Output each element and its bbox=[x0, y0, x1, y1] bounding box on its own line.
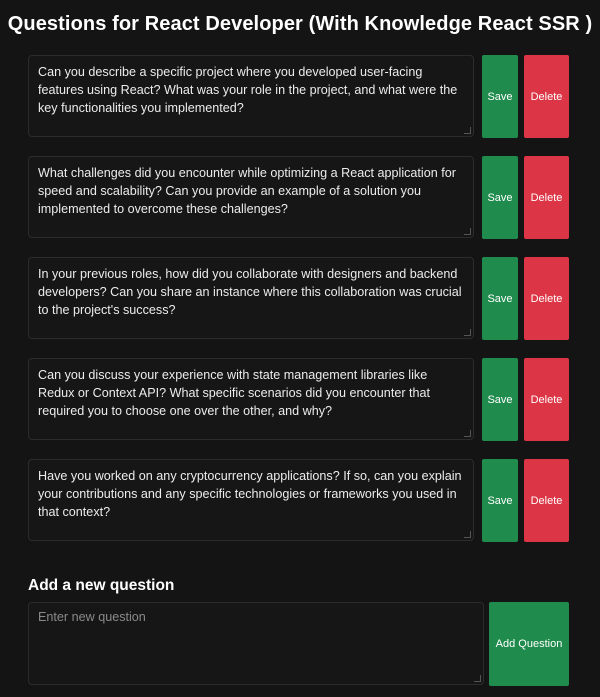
resize-grip-icon[interactable] bbox=[464, 430, 471, 437]
add-question-button[interactable]: Add Question bbox=[489, 602, 569, 686]
question-row bbox=[28, 459, 569, 543]
delete-button[interactable]: Delete bbox=[524, 55, 569, 138]
new-question-heading: Add a new question bbox=[28, 577, 175, 594]
question-text: Have you worked on any cryptocurrency applications? If so, can you explain your contributions and any specific technologies or frameworks you used in that context? bbox=[38, 469, 462, 519]
resize-grip-icon[interactable] bbox=[464, 531, 471, 538]
delete-button[interactable]: Delete bbox=[524, 358, 569, 441]
resize-grip-icon[interactable] bbox=[464, 329, 471, 336]
question-row bbox=[28, 257, 569, 341]
question-text: Can you describe a specific project where you developed user-facing features using React? What was your role in the project, and what were the key functionalities you implemented? bbox=[38, 65, 458, 115]
page-title: Questions for React Developer (With Knowledge React SSR ) bbox=[7, 13, 593, 35]
save-button[interactable]: Save bbox=[482, 358, 518, 441]
question-row bbox=[28, 156, 569, 240]
question-text: Can you discuss your experience with state management libraries like Redux or Context API? What specific scenarios did you encounter that required you to choose one over the other, and why? bbox=[38, 368, 431, 418]
question-text: What challenges did you encounter while optimizing a React application for speed and scalability? Can you provide an example of a solution you implemented to overcome these challenges? bbox=[38, 166, 456, 216]
save-button[interactable]: Save bbox=[482, 156, 518, 239]
resize-grip-icon[interactable] bbox=[464, 127, 471, 134]
delete-button[interactable]: Delete bbox=[524, 459, 569, 542]
save-button[interactable]: Save bbox=[482, 459, 518, 542]
question-textarea[interactable] bbox=[28, 156, 474, 238]
question-row bbox=[28, 55, 569, 139]
new-question-input[interactable] bbox=[28, 602, 484, 685]
question-textarea[interactable] bbox=[28, 257, 474, 339]
question-textarea[interactable] bbox=[28, 55, 474, 137]
question-textarea[interactable] bbox=[28, 358, 474, 440]
resize-grip-icon[interactable] bbox=[474, 675, 481, 682]
save-button[interactable]: Save bbox=[482, 55, 518, 138]
delete-button[interactable]: Delete bbox=[524, 156, 569, 239]
save-button[interactable]: Save bbox=[482, 257, 518, 340]
question-textarea[interactable] bbox=[28, 459, 474, 541]
question-text: In your previous roles, how did you collaborate with designers and backend developers? Can you share an instance where this collaboration was crucial to the project's success? bbox=[38, 267, 462, 317]
question-row bbox=[28, 358, 569, 442]
delete-button[interactable]: Delete bbox=[524, 257, 569, 340]
new-question-placeholder: Enter new question bbox=[38, 610, 146, 624]
resize-grip-icon[interactable] bbox=[464, 228, 471, 235]
